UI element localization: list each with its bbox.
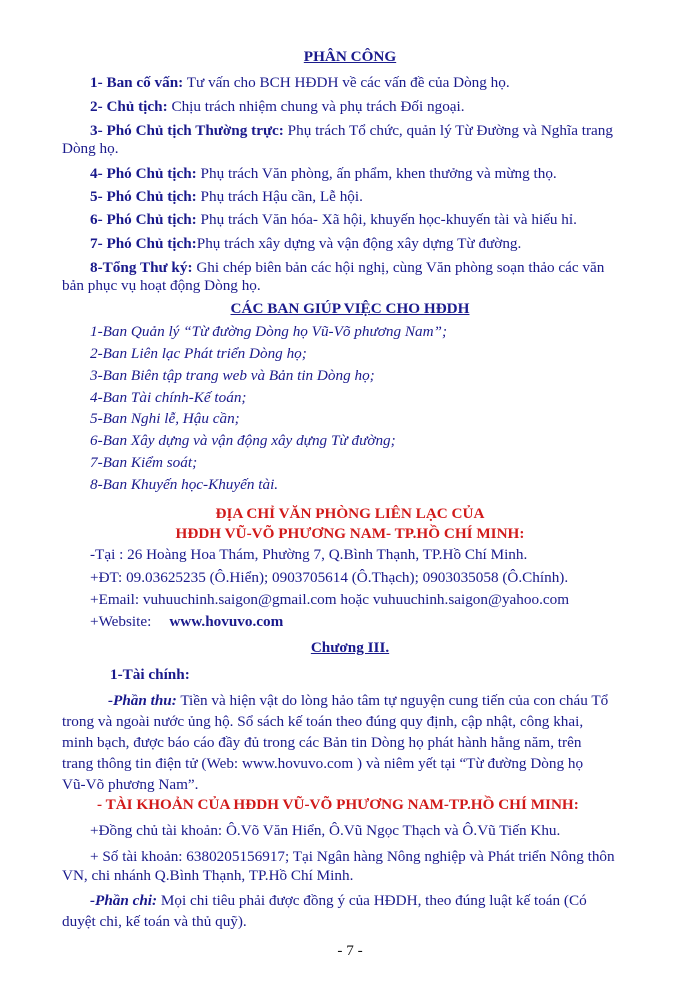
dia-chi-email: +Email: vuhuuchinh.saigon@gmail.com hoặc vuhuuchinh.saigon@yahoo.com [90, 591, 570, 608]
email-link-2[interactable]: vuhuuchinh.saigon@yahoo.com [372, 591, 570, 608]
phan-thu-line-5: Vũ-Võ phương Nam”. [62, 776, 199, 793]
phan-cong-item-2: 2- Chủ tịch: Chịu trách nhiệm chung và phụ trách Đối ngoại. [90, 98, 465, 115]
chuong-title: Chương III. [310, 639, 390, 656]
phan-cong-item-8: 8-Tổng Thư ký: Ghi chép biên bản các hội nghị, cùng Văn phòng soạn thảo các văn [90, 259, 605, 276]
phan-chi-line-2: duyệt chi, kế toán và thủ quỹ). [62, 913, 247, 930]
phan-thu-line-4: trang thông tin điện tử (Web: www.hovuvo.com ) và niêm yết tại “Từ đường Dòng họ [62, 755, 584, 772]
phan-cong-item-4: 4- Phó Chủ tịch: Phụ trách Văn phòng, ấn phẩm, khen thưởng và mừng thọ. [90, 165, 557, 182]
dia-chi-website: +Website: www.hovuvo.com [90, 613, 284, 630]
dia-chi-title-1: ĐỊA CHỈ VĂN PHÒNG LIÊN LẠC CỦA [215, 505, 485, 522]
ban-item-1: 1-Ban Quản lý “Từ đường Dòng họ Vũ-Võ phương Nam”; [90, 323, 448, 340]
ban-item-7: 7-Ban Kiểm soát; [90, 454, 198, 471]
phan-cong-item-7: 7- Phó Chủ tịch:Phụ trách xây dựng và vận động xây dựng Từ đường. [90, 235, 522, 252]
ban-item-4: 4-Ban Tài chính-Kế toán; [90, 389, 247, 406]
phan-chi-line-1: -Phần chi: Mọi chi tiêu phải được đồng ý của HĐDH, theo đúng luật kế toán (Có [90, 892, 587, 909]
phan-cong-item-6: 6- Phó Chủ tịch: Phụ trách Văn hóa- Xã hội, khuyến học-khuyến tài và hiếu hỉ. [90, 211, 577, 228]
so-tai-khoan-line-1: + Số tài khoản: 6380205156917; Tại Ngân hàng Nông nghiệp và Phát triển Nông thôn [90, 848, 615, 865]
phan-thu-line-1: -Phần thu: Tiền và hiện vật do lòng hảo tâm tự nguyện cung tiến của con cháu Tổ [108, 692, 609, 709]
dong-chu-tai-khoan: +Đồng chủ tài khoản: Ô.Võ Văn Hiển, Ô.Vũ Ngọc Thạch và Ô.Vũ Tiến Khu. [90, 822, 561, 839]
phan-cong-item-8-cont: bản phục vụ hoạt động Dòng họ. [62, 277, 261, 294]
phan-cong-item-3-cont: Dòng họ. [62, 140, 119, 157]
phan-thu-line-2: trong và ngoài nước ủng hộ. Sổ sách kế toán theo đúng quy định, cập nhật, công khai, [62, 713, 584, 730]
ban-item-2: 2-Ban Liên lạc Phát triển Dòng họ; [90, 345, 307, 362]
ban-item-8: 8-Ban Khuyến học-Khuyến tài. [90, 476, 279, 493]
phan-cong-item-1: 1- Ban cố vấn: Tư vấn cho BCH HĐDH về các vấn đề của Dòng họ. [90, 74, 510, 91]
dia-chi-title-2: HĐDH VŨ-VÕ PHƯƠNG NAM- TP.HỒ CHÍ MINH: [175, 525, 525, 542]
cac-ban-title: CÁC BAN GIÚP VIỆC CHO HĐDH [230, 300, 470, 317]
phan-thu-line-3: minh bạch, được báo cáo đầy đủ trong các Bản tin Dòng họ phát hành hằng năm, trên [62, 734, 582, 751]
page-number: - 7 - [337, 942, 363, 959]
website-link[interactable]: www.hovuvo.com [169, 613, 284, 630]
tai-chinh-heading: 1-Tài chính: [110, 666, 190, 683]
phan-cong-item-3: 3- Phó Chủ tịch Thường trực: Phụ trách Tổ chức, quản lý Từ Đường và Nghĩa trang [90, 122, 613, 139]
dia-chi-address: -Tại : 26 Hoàng Hoa Thám, Phường 7, Q.Bình Thạnh, TP.Hồ Chí Minh. [90, 546, 528, 563]
so-tai-khoan-line-2: VN, chi nhánh Q.Bình Thạnh, TP.Hồ Chí Minh. [62, 867, 354, 884]
email-link-1[interactable]: vuhuuchinh.saigon@gmail.com [142, 591, 337, 608]
phan-cong-title: PHÂN CÔNG [303, 48, 397, 65]
ban-item-6: 6-Ban Xây dựng và vận động xây dựng Từ đường; [90, 432, 396, 449]
tai-khoan-title: - TÀI KHOẢN CỦA HĐDH VŨ-VÕ PHƯƠNG NAM-TP.HỒ CHÍ MINH: [97, 796, 579, 813]
dia-chi-phone: +ĐT: 09.03625235 (Ô.Hiển); 0903705614 (Ô.Thạch); 0903035058 (Ô.Chính). [90, 569, 569, 586]
ban-item-5: 5-Ban Nghi lễ, Hậu cần; [90, 410, 240, 427]
ban-item-3: 3-Ban Biên tập trang web và Bản tin Dòng họ; [90, 367, 375, 384]
phan-cong-item-5: 5- Phó Chủ tịch: Phụ trách Hậu cần, Lễ hội. [90, 188, 363, 205]
